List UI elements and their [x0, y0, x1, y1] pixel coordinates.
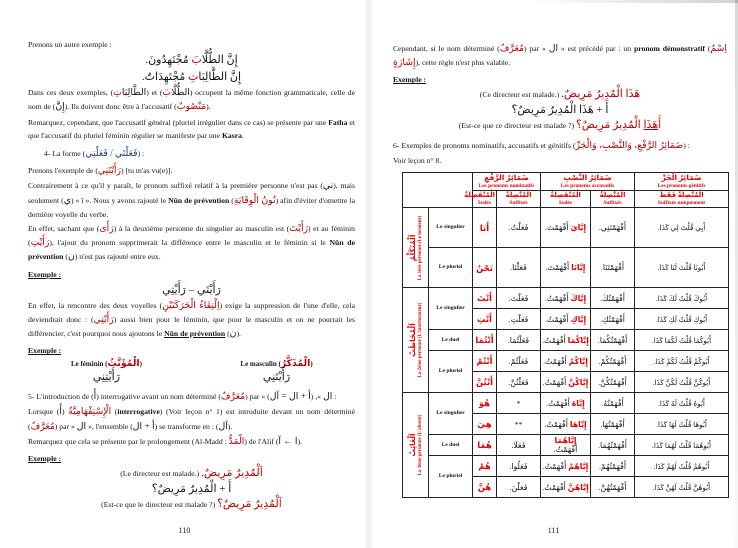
paragraph-demonstrative: Cependant, si le nom déterminé (مُعَرَّفٌ) par « ال » est précédé par : un pronom démonstratif (اِسْمُ إِشَارَةٍ), cette règle n'est plus valable.: [393, 44, 727, 69]
paragraph-vowel-meeting: En effet, la rencontre des deux voyelles (اِلْتِقَاءُ الْحَرَكَتَيْنِ) exige la suppression de l'une d'elle, cela deviendrait donc : (رَأَيْتِي) aussi bien pour le féminin, que pour le masculin et on ne pourrait les différencier, c'est pourquoi nous ajoutons le Nûn de prévention (ن).: [28, 300, 355, 340]
number-label: Le duel: [429, 435, 473, 456]
table-cell: أَفْهَمْتُكِ.: [591, 309, 635, 330]
exemple-label: Exemple :: [393, 75, 427, 85]
paragraph-example-intro: Prenons l'exemple de (رَأَيْتَنِي) [tu m'as vu(e)].: [28, 166, 173, 177]
table-corner-cell: [403, 173, 473, 208]
table-cell: أَبُوهُمَا قُلْتُ لَهُمَا كَذَا.: [635, 435, 729, 456]
table-cell: أَبُوكُمَا قُلْتُ لَكُمَا كَذَا.: [635, 330, 729, 351]
table-cell: فَعَلْتِ.: [497, 309, 541, 330]
table-cell: أَفْهَمْتُهُمْ.: [591, 456, 635, 477]
pronoun-table: [402, 172, 729, 498]
table-cell: فَعَلْتَ.: [497, 288, 541, 309]
paragraph-intro: Prenons un autre exemple :: [28, 40, 112, 49]
table-cell: أَبُوهُنَّ قُلْتُ لَهُنَّ كَذَا.: [635, 477, 729, 498]
example-sentence-3: (Est-ce que ce directeur est malade ?) أَهَذَا الْمُدِيرُ مَرِيضٌ؟: [458, 119, 662, 132]
table-cell: فَعَلْنَ.: [497, 477, 541, 498]
feminine-word: رَأَيْتِنِي: [92, 371, 121, 384]
arabic-example-line-1: إِنَّ الطُّلَّابَ مُجْتَهِدُونَ.: [145, 54, 238, 67]
example-sentence-1: (Le directeur est malade.) اَلْمُدِيرُ مَرِيضٌ.‏: [120, 467, 263, 480]
table-cell: إِيَّايَ أَفْهَمْتَ.: [541, 208, 591, 248]
table-cell: أَنْتُمْ: [473, 351, 497, 372]
table-cell: أَفْهَمْتُكُمْ.: [591, 351, 635, 372]
table-cell: أَبُوهُمْ قُلْتُ لَهُمْ كَذَا.: [635, 456, 729, 477]
table-cell: فَعَلْتُنَّ.: [497, 372, 541, 393]
table-cell: أَنْتُمَا: [473, 330, 497, 351]
table-cell: إِيَّاهُ أَفْهَمْتُ.: [541, 393, 591, 414]
table-cell: أَبُوكَ قُلْتُ لَكَ كَذَا.: [635, 288, 729, 309]
table-cell: أَبُونَا قُلْتَ لَنَا كَذَا.: [635, 248, 729, 288]
paragraph-interrogative: Lorsque (أَ) الْإِسْتِفْهَامِيَّةُ (interrogative) (Voir leçon n° 1) est introduite devant un nom déterminé (مُعَرَّفٌ) par « ال », l'ensemble (أ + ال) se transforme en : (آل).: [28, 407, 355, 432]
table-cell: فَعَلْنَا.: [497, 248, 541, 288]
page-number: 110: [178, 526, 191, 535]
table-cell: فَعَلُوا.: [497, 456, 541, 477]
feminine-example: [34, 359, 179, 385]
person-group-label: اَلْمُخَاطَبُ La 2ème personne (L'interlocuteur): [403, 288, 429, 393]
masculine-word: رَأَيْتَنِي: [262, 371, 291, 384]
number-label: Le singulier: [429, 393, 473, 435]
table-cell: إِيَّانَا أَفْهَمْتَ.: [541, 248, 591, 288]
sub-column-header: الْمُنْفَصِلَةُ Isolés: [464, 192, 495, 207]
section-heading-6: 6- Exemples de pronoms nominatifs, accusatifs et génitifs (ضَمَائِرُ الرَّفْعِ، وَالنَّصْبِ، وَالْجَرِّ) :: [393, 140, 690, 151]
person-group-label: اَلْغَائِبُ La 3ème personne (L'absent): [403, 393, 429, 498]
table-cell: أَفْهَمْتُكُمَا.: [591, 330, 635, 351]
table-cell: أَفْهَمْتُكُنَّ.: [591, 372, 635, 393]
table-cell: فَعَلَا.: [497, 435, 541, 456]
table-cell: هُنَّ: [473, 477, 497, 498]
table-cell: أَفْهَمْتَنَا.: [591, 248, 635, 288]
page-spine: [364, 0, 374, 548]
paragraph-madd: Remarquez que cela se présente par le prolongement (Al-Madd : الْمَدُّ) de l'Alif (ا ← آ).: [28, 436, 302, 447]
table-cell: أَبُوهَا قُلْتُ لَهَا كَذَا.: [635, 414, 729, 435]
table-cell: أَفْهَمْتُهُمَا.: [591, 435, 635, 456]
column-header: ضَمَائِرُ الرَّفْعِ Les pronoms nominatifs: [473, 173, 541, 191]
table-cell: إِيَّاكَ أَفْهَمْتُ.: [541, 288, 591, 309]
feminine-header: Le féminin (الْمُؤَنَّثُ): [70, 359, 142, 370]
example-two-columns: [34, 359, 349, 385]
table-cell: أَنَا: [473, 208, 497, 248]
masculine-header: Le masculin (الْمُذَكَّرُ): [240, 359, 313, 370]
paragraph-analysis: Dans ces deux exemples, ( الطَّالِبَاتِ ) et ( الطُّلَّابَ ) occupent la même fonction grammaticale, celle de nom de (إِنَّ). Ils doivent donc être à l'accusatif (مَنْصُوبٌ).: [28, 88, 356, 113]
table-cell: أَفْهَمْتُهَا.: [591, 414, 635, 435]
sub-column-header: الْمُتَّصِلَةُ Suffixés: [591, 191, 635, 208]
arabic-example-line-2: إِنَّ الطَّالِبَاتِ مُجْتَهِدَاتٌ.: [141, 71, 242, 84]
table-cell: أَبُوكُمْ قُلْتُ لَكُمْ كَذَا.: [635, 351, 729, 372]
example-sentence-3: (Est-ce que le directeur est malade ?) آلْمُدِيرُ مَرِيضٌ؟: [101, 498, 282, 511]
table-cell: **: [497, 414, 541, 435]
table-cell: *: [497, 393, 541, 414]
table-cell: هِيَ: [473, 414, 497, 435]
example-sentence-2: أَ + الْمُدِيرُ مَرِيضٌ؟: [151, 482, 232, 495]
table-cell: فَعَلْتُ.: [497, 208, 541, 248]
table-cell: إِيَّاهُمْ أَفْهَمْتُ.: [541, 456, 591, 477]
table-cell: إِيَّاهَا أَفْهَمْتُ.: [541, 414, 591, 435]
paragraph-masculine-feminine: En effet, sachant que (رَأَى) à la deuxième personne du singulier au masculin est (رَأَيْتَ) et au féminin (رَأَيْتِ), l'ajout du pronom supprimerait la différence entre le masculin et le féminin si le Nûn de prévention (ن) n'est pas rajouté entre eux.: [28, 224, 355, 263]
page-right: [369, 0, 738, 548]
table-cell: إِيَّاكُمْ أَفْهَمْتُ.: [541, 351, 591, 372]
page-number: 111: [547, 526, 560, 535]
exemple-label: Exemple :: [28, 454, 62, 464]
table-cell: هُوَ: [473, 393, 497, 414]
table-cell: إِيَّاهُمَا أَفْهَمْتُ.: [541, 435, 591, 456]
table-cell: أَفْهَمْتُهُنَّ.: [591, 477, 635, 498]
table-cell: إِيَّاكِ أَفْهَمْتُ.: [541, 309, 591, 330]
table-cell: إِيَّاهُنَّ أَفْهَمْتُ.: [541, 477, 591, 498]
table-cell: أَنْتُنَّ: [473, 372, 497, 393]
number-label: Le pluriel: [429, 351, 473, 393]
number-label: Le singulier: [429, 208, 473, 248]
table-cell: فَعَلْتُمَا.: [497, 330, 541, 351]
exemple-label: Exemple :: [28, 269, 62, 279]
example-sentence-1: (Ce directeur est malade.) هَذَا الْمُدِيرُ مَرِيضٌ.‏: [479, 88, 641, 101]
table-cell: هُمَا: [473, 435, 497, 456]
table-cell: إِيَّاكُنَّ أَفْهَمْتُ.: [541, 372, 591, 393]
example-sentence-2: أَ + هَذَا الْمُدِيرُ مَرِيضٌ؟: [511, 103, 609, 116]
table-cell: نَحْنُ: [473, 248, 497, 288]
table-cell: أَبُوكِ قُلْتُ لَكِ كَذَا.: [635, 309, 729, 330]
exemple-label: Exemple :: [28, 346, 62, 356]
paragraph-pronoun-suffix: Contrairement à ce qu'il y paraît, le pronom suffixé relatif à la première personne n'est pas (ني), mais seulement (ي) « î ». Nous y avons rajouté le Nûn de prévention (نُونُ الْوِقَايَةِ) afin d'éviter d'omettre la dernière voyelle du verbe.: [28, 181, 356, 219]
section-heading-4: 4- La forme (فَعَلْتَي / فَعَلْتِي) :: [44, 149, 145, 160]
table-cell: أَنْتِ: [473, 309, 497, 330]
column-header: ضَمَائِرُ الْجَرِّ Les pronoms génitifs: [635, 173, 729, 191]
number-label: Le pluriel: [429, 456, 473, 498]
table-cell: أَبُوكُنَّ قُلْتُ لَكُنَّ كَذَا.: [635, 372, 729, 393]
paragraph-remark: Remarquez, cependant, que l'accusatif général (pluriel irrégulier dans ce cas) se présente par une Fatha et que l'accusatif du pluriel féminin régulier se manifeste par une Kasra.: [28, 117, 355, 140]
sub-column-header: الْمُنْفَصِلَةُ Isolés: [541, 191, 591, 208]
sub-column-header: الْمُتَّصِلَةُ فَقَطْ Suffixés uniquement: [635, 191, 729, 208]
page-edge-shadow-top: [528, 0, 738, 3]
section-heading-5: 5- L'introduction de (أَ) interrogative avant un nom déterminé (مُعَرَّفٌ) par « ال », (أ + ال = آل) :: [28, 392, 337, 403]
table-cell: فَعَلْتُمْ.: [497, 351, 541, 372]
number-label: Le pluriel: [429, 248, 473, 288]
table-cell: أَفْهَمْتُهُ.: [591, 393, 635, 414]
table-cell: إِيَّاكُمَا أَفْهَمْتُ.: [541, 330, 591, 351]
number-label: Le duel: [429, 330, 473, 351]
arabic-example-line-3: رَأَيْتَي – رَأَيْتِي: [162, 283, 221, 296]
sub-column-header: الْمُتَّصِلَةُ Suffixés: [497, 191, 541, 208]
person-group-label: اَلْمُتَكَلِّمُ La 1ère personne (Le locuteur): [403, 208, 429, 288]
table-cell: أَفْهَمْتَنِي.: [591, 208, 635, 248]
masculine-example: [204, 359, 349, 385]
column-header: ضَمَائِرُ النَّصْبِ Les pronoms accusatifs: [541, 173, 635, 191]
number-label: Le singulier: [429, 288, 473, 330]
table-cell: أَبِي قُلْتَ لِي كَذَا.: [635, 208, 729, 248]
table-cell: أَبُوهُ قُلْتُ لَهُ كَذَا.: [635, 393, 729, 414]
table-cell: أَنْتَ: [473, 288, 497, 309]
see-lesson-note: Voir leçon n° 8.: [393, 156, 442, 166]
table-cell: هُمْ: [473, 456, 497, 477]
table-cell: أَفْهَمْتُكَ.: [591, 288, 635, 309]
